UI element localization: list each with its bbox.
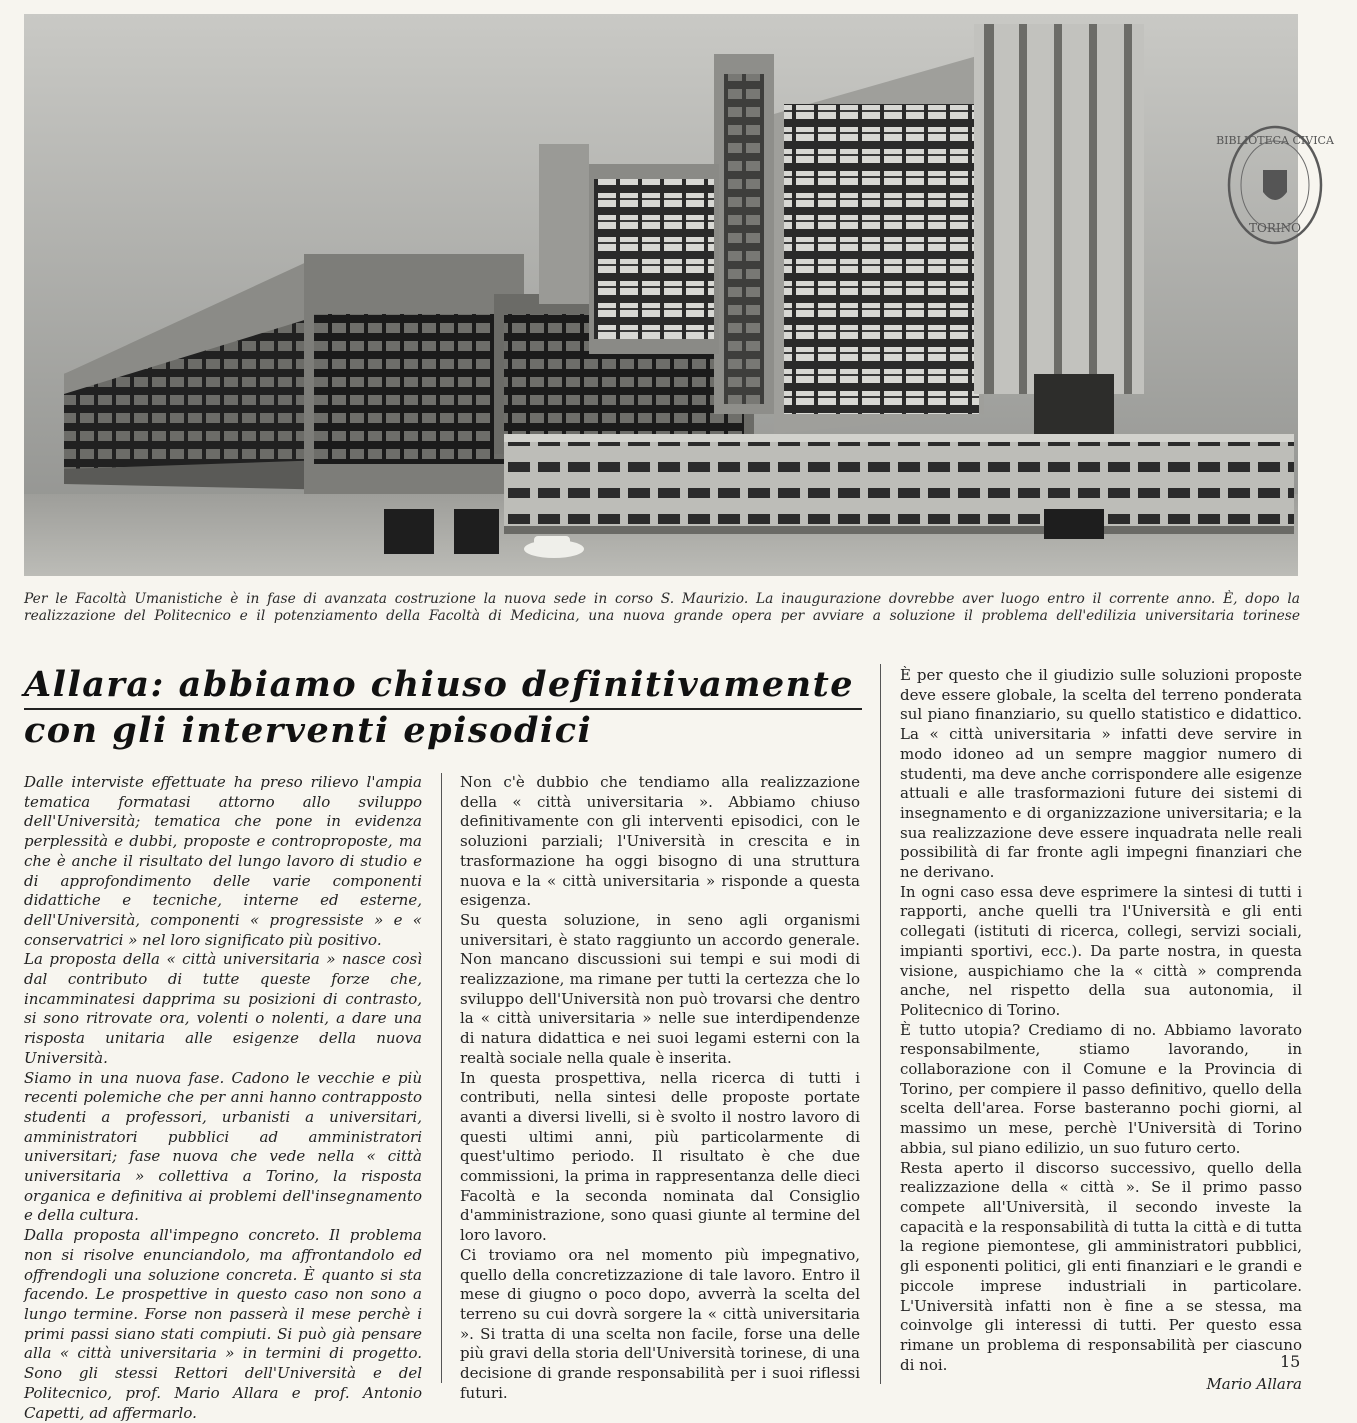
- paragraph: È tutto utopia? Crediamo di no. Abbiamo lavorato responsabilmente, stiamo lavorando, in collaborazione con il Comune e la Provincia di Torino, per compiere il passo definitivo, quello della scelta dell'area. Forse basteranno pochi giorni, al massimo un mese, perchè l'Università di Torino abbia, sul piano edilizio, un suo futuro certo.: [900, 1020, 1302, 1157]
- photo-caption: [24, 591, 1300, 625]
- column-middle: [460, 773, 860, 1404]
- paragraph: Dalla proposta all'impegno concreto. Il problema non si risolve enunciandolo, ma affrontandolo ed offrendogli una soluzione concreta. È quanto si sta facendo. Le prospettive in questo caso non sono a lungo termine. Forse non passerà il mese perchè i primi passi siano stati compiuti. Si può già pensare alla « città universitaria » in termini di progetto. Sono gli stessi Rettori dell'Università e del Politecnico, prof. Mario Allara e prof. Antonio Capetti, ad affermarlo.: [24, 1226, 422, 1422]
- headline-line-1: Allara: abbiamo chiuso definitivamente: [24, 664, 862, 710]
- building-model-illustration: [24, 14, 1298, 576]
- caption-line-2: realizzazione del Politecnico e il potenziamento della Facoltà di Medicina, una nuova grande opera per avviare a soluzione il problema dell'edilizia universitaria torinese: [24, 608, 1300, 624]
- column-rule-right: [880, 664, 881, 1384]
- headline-line-2: con gli interventi episodici: [24, 710, 593, 751]
- paragraph: È per questo che il giudizio sulle soluzioni proposte deve essere globale, la scelta del terreno ponderata sul piano finanziario, su quello statistico e didattico. La « città universitaria » infatti deve servire in modo idoneo ad un sempre maggior numero di studenti, ma deve anche corrispondere alle esigenze attuali e alle trasformazioni future dei sistemi di insegnamento e di organizzazione universitaria; e la sua realizzazione deve essere inquadrata nelle reali possibilità di far fronte agli impegni finanziari che ne derivano.: [900, 666, 1302, 882]
- caption-line-1: Per le Facoltà Umanistiche è in fase di avanzata costruzione la nuova sede in corso S. Maurizio. La inaugurazione dovrebbe aver luogo entro il corrente anno. È, dopo la: [24, 591, 1300, 607]
- column-right: [900, 666, 1302, 1395]
- paragraph: Siamo in una nuova fase. Cadono le vecchie e più recenti polemiche che per anni hanno contrapposto studenti a professori, urbanisti a universitari, amministratori pubblici ad amministratori universitari; fase nuova che vede nella « città universitaria » collettiva a Torino, la risposta organica e definitiva ai problemi dell'insegnamento e della cultura.: [24, 1068, 422, 1225]
- building-model-photo: [24, 14, 1298, 576]
- column-rule-left: [441, 773, 442, 1383]
- paragraph: Su questa soluzione, in seno agli organismi universitari, è stato raggiunto un accordo generale. Non mancano discussioni sui tempi e sui modi di realizzazione, ma rimane per tutti la certezza che lo sviluppo dell'Università non può trovarsi che dentro la « città universitaria » nelle sue interdipendenze di natura didattica e nei suoi legami esterni con la realtà sociale nella quale è inserita.: [460, 910, 860, 1067]
- paragraph: La proposta della « città universitaria » nasce così dal contributo di tutte queste forze che, incamminatesi dapprima su posizioni di contrasto, si sono ritrovate ora, volenti o nolenti, a dare una risposta unitaria alle esigenze della nuova Università.: [24, 950, 422, 1067]
- author-signature: Mario Allara: [1206, 1375, 1302, 1394]
- stamp-top-text: BIBLIOTECA CIVICA: [1216, 134, 1334, 147]
- article-headline: [24, 664, 862, 752]
- paragraph: In ogni caso essa deve esprimere la sintesi di tutti i rapporti, anche quelli tra l'Università e gli enti collegati (istituti di ricerca, collegi, servizi sociali, impianti sportivi, ecc.). Da parte nostra, in questa visione, auspichiamo che la « città » comprenda anche, nel rispetto della sua autonomia, il Politecnico di Torino.: [900, 882, 1302, 1019]
- paragraph: Dalle interviste effettuate ha preso rilievo l'ampia tematica formatasi attorno allo sviluppo dell'Università; tematica che pone in evidenza perplessità e dubbi, proposte e controproposte, ma che è anche il risultato del lungo lavoro di studio e di approfondimento delle varie componenti didattiche e tecniche, interne ed esterne, dell'Università, componenti « progressiste » e « conservatrici » nel loro significato più positivo.: [24, 773, 422, 949]
- page-number: 15: [1280, 1352, 1301, 1371]
- paragraph: In questa prospettiva, nella ricerca di tutti i contributi, nella sintesi delle proposte portate avanti a diversi livelli, si è svolto il nostro lavoro di questi ultimi anni, più particolarmente di quest'ultimo periodo. Il risultato è che due commissioni, la prima in rappresentanza delle dieci Facoltà e la seconda nominata dal Consiglio d'amministrazione, sono quasi giunte al termine del loro lavoro.: [460, 1068, 860, 1245]
- column-intro: [24, 773, 422, 1423]
- paragraph: Non c'è dubbio che tendiamo alla realizzazione della « città universitaria ». Abbiamo chiuso definitivamente con gli interventi episodici, con le soluzioni parziali; l'Università in crescita e in trasformazione ha oggi bisogno di una struttura nuova e la « città universitaria » risponde a questa esigenza.: [460, 773, 860, 910]
- paragraph: Resta aperto il discorso successivo, quello della realizzazione della « città ». Se il primo passo compete all'Università, il secondo investe la capacità e la responsabilità di tutta la città e di tutta la regione piemontese, gli amministratori pubblici, gli esponenti politici, gli enti finanziari e le grandi e piccole imprese industriali in particolare. L'Università infatti non è fine a se stessa, ma coinvolge gli interessi di tutti. Per questo essa rimane un problema di responsabilità per ciascuno di noi.: [900, 1158, 1302, 1374]
- stamp-bottom-text: TORINO: [1249, 221, 1301, 235]
- library-stamp: [1216, 120, 1334, 250]
- paragraph: Ci troviamo ora nel momento più impegnativo, quello della concretizzazione di tale lavoro. Entro il mese di giugno o poco dopo, avverrà la scelta del terreno su cui dovrà sorgere la « città universitaria ». Si tratta di una scelta non facile, forse una delle più gravi della storia dell'Università torinese, di una decisione di grande responsabilità per i suoi riflessi futuri.: [460, 1245, 860, 1402]
- coat-of-arms-icon: [1263, 170, 1287, 200]
